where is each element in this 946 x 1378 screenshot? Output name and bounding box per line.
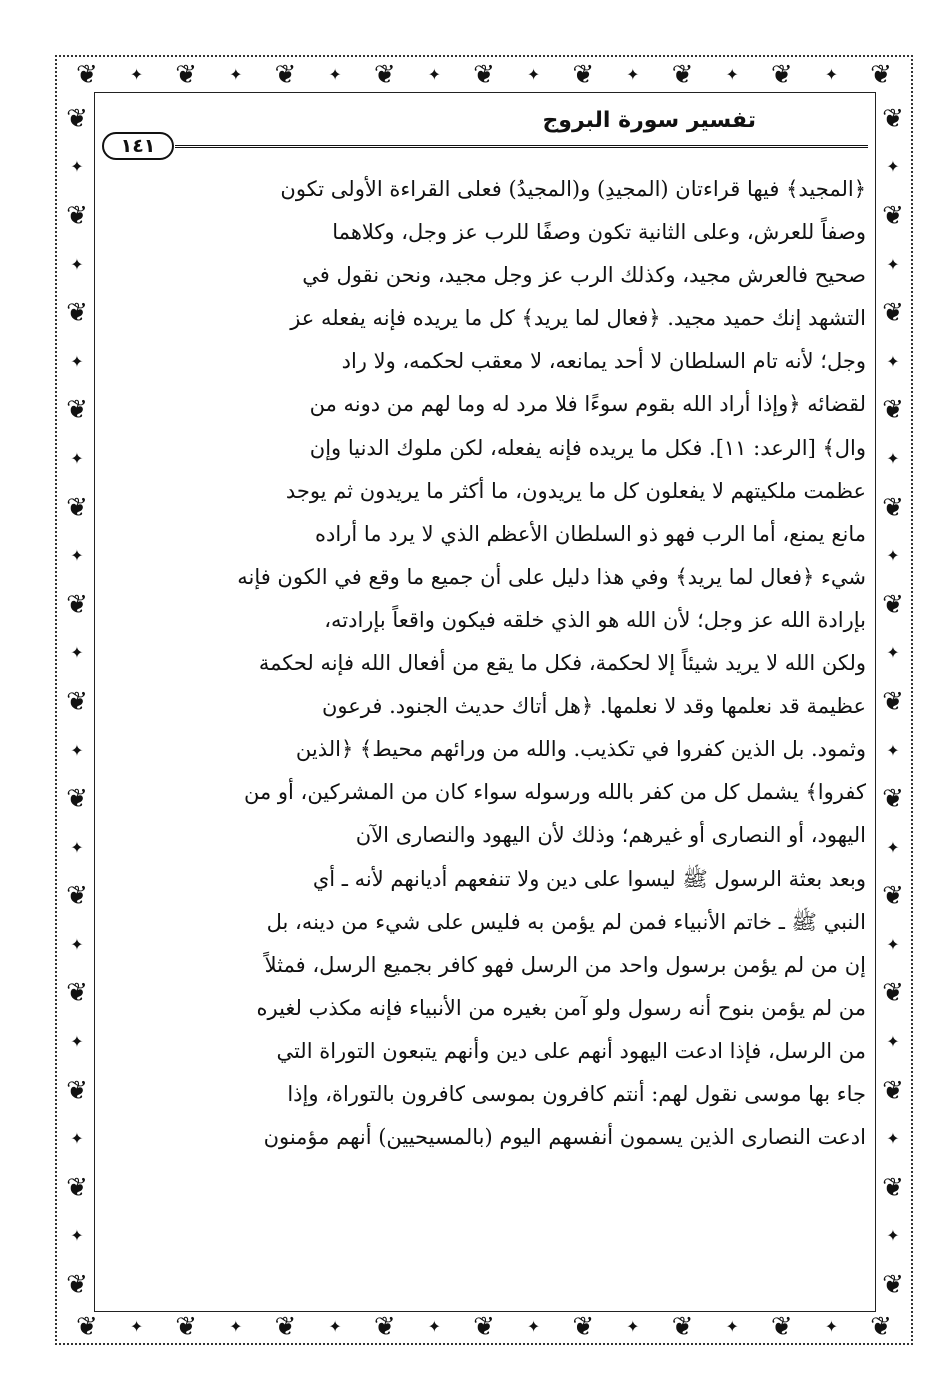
teardrop-ornament-icon: ❦ bbox=[870, 1312, 892, 1342]
teardrop-ornament-icon: ❦ bbox=[882, 881, 904, 912]
text-line: وصفاً للعرش، وعلى الثانية تكون وصفًا للرب عز وجل، وكلاهما bbox=[332, 220, 866, 245]
teardrop-ornament-icon: ❦ bbox=[76, 60, 98, 90]
text-line: وثمود. بل الذين كفروا في تكذيب. والله من ورائهم محيط﴾ ﴿الذين bbox=[295, 737, 866, 762]
teardrop-ornament-icon: ❦ bbox=[66, 978, 88, 1009]
diamond-ornament-icon: ✦ bbox=[70, 1032, 84, 1052]
teardrop-ornament-icon: ❦ bbox=[66, 1270, 88, 1301]
diamond-ornament-icon: ✦ bbox=[886, 1129, 900, 1149]
diamond-ornament-icon: ✦ bbox=[886, 546, 900, 566]
teardrop-ornament-icon: ❦ bbox=[274, 60, 297, 90]
teardrop-ornament-icon: ❦ bbox=[882, 200, 904, 231]
teardrop-ornament-icon: ❦ bbox=[66, 1172, 88, 1203]
text-line: التشهد إنك حميد مجيد. ﴿فعال لما يريد﴾ كل ما يريده فإنه يفعله عز bbox=[290, 306, 866, 331]
diamond-ornament-icon: ✦ bbox=[886, 740, 900, 760]
teardrop-ornament-icon: ❦ bbox=[882, 492, 904, 523]
text-line: اليهود، أو النصارى أو غيرهم؛ وذلك لأن اليهود والنصارى الآن bbox=[355, 823, 866, 848]
diamond-ornament-icon: ✦ bbox=[427, 1317, 442, 1336]
teardrop-ornament-icon: ❦ bbox=[882, 978, 904, 1009]
diamond-ornament-icon: ✦ bbox=[129, 1317, 144, 1336]
diamond-ornament-icon: ✦ bbox=[626, 1317, 640, 1336]
diamond-ornament-icon: ✦ bbox=[626, 65, 640, 84]
teardrop-ornament-icon: ❦ bbox=[882, 1270, 904, 1301]
diamond-ornament-icon: ✦ bbox=[886, 837, 900, 857]
teardrop-ornament-icon: ❦ bbox=[882, 784, 904, 815]
teardrop-ornament-icon: ❦ bbox=[671, 60, 694, 90]
teardrop-ornament-icon: ❦ bbox=[373, 60, 396, 90]
teardrop-ornament-icon: ❦ bbox=[66, 395, 88, 426]
diamond-ornament-icon: ✦ bbox=[886, 351, 900, 371]
text-line: صحيح فالعرش مجيد، وكذلك الرب عز وجل مجيد، ونحن نقول في bbox=[302, 263, 866, 288]
diamond-ornament-icon: ✦ bbox=[886, 254, 900, 274]
diamond-ornament-icon: ✦ bbox=[229, 1317, 243, 1336]
diamond-ornament-icon: ✦ bbox=[886, 157, 900, 177]
diamond-ornament-icon: ✦ bbox=[886, 934, 900, 954]
diamond-ornament-icon: ✦ bbox=[328, 1317, 342, 1336]
diamond-ornament-icon: ✦ bbox=[328, 65, 342, 84]
teardrop-ornament-icon: ❦ bbox=[175, 1312, 198, 1342]
teardrop-ornament-icon: ❦ bbox=[882, 103, 904, 134]
text-line: لقضائه ﴿وإذا أراد الله بقوم سوءًا فلا مرد له وما لهم من دونه من bbox=[309, 392, 866, 417]
text-line: جاء بها موسى نقول لهم: أنتم كافرون بموسى كافرون بالتوراة، وإذا bbox=[287, 1081, 866, 1106]
text-line: ولكن الله لا يريد شيئاً إلا لحكمة، فكل ما يقع من أفعال الله فإنه لحكمة bbox=[258, 651, 866, 676]
teardrop-ornament-icon: ❦ bbox=[882, 298, 904, 329]
teardrop-ornament-icon: ❦ bbox=[66, 784, 88, 815]
teardrop-ornament-icon: ❦ bbox=[882, 686, 904, 717]
teardrop-ornament-icon: ❦ bbox=[175, 60, 198, 90]
body-text bbox=[104, 168, 866, 1308]
teardrop-ornament-icon: ❦ bbox=[671, 1312, 694, 1342]
diamond-ornament-icon: ✦ bbox=[70, 546, 84, 566]
diamond-ornament-icon: ✦ bbox=[725, 1317, 739, 1336]
teardrop-ornament-icon: ❦ bbox=[66, 1075, 88, 1106]
text-line: كفروا﴾ يشمل كل من كفر بالله ورسوله سواء كان من المشركين، أو من bbox=[243, 780, 866, 805]
text-line: من لم يؤمن بنوح أنه رسول ولو آمن بغيره من الأنبياء فإنه مكذب لغيره bbox=[256, 995, 866, 1020]
teardrop-ornament-icon: ❦ bbox=[572, 60, 595, 90]
teardrop-ornament-icon: ❦ bbox=[882, 1075, 904, 1106]
diamond-ornament-icon: ✦ bbox=[725, 65, 739, 84]
teardrop-ornament-icon: ❦ bbox=[373, 1312, 396, 1342]
diamond-ornament-icon: ✦ bbox=[526, 65, 541, 84]
diamond-ornament-icon: ✦ bbox=[70, 157, 84, 177]
diamond-ornament-icon: ✦ bbox=[886, 448, 900, 468]
text-line: عظيمة قد نعلمها وقد لا نعلمها. ﴿هل أتاك حديث الجنود. فرعون bbox=[321, 694, 866, 719]
text-line: إن من لم يؤمن برسول واحد من الرسل فهو كافر بجميع الرسل، فمثلاً bbox=[264, 952, 866, 977]
bottom-ornament-border bbox=[60, 1312, 908, 1342]
teardrop-ornament-icon: ❦ bbox=[66, 881, 88, 912]
teardrop-ornament-icon: ❦ bbox=[66, 200, 88, 231]
teardrop-ornament-icon: ❦ bbox=[770, 1312, 793, 1342]
text-line: وجل؛ لأنه تام السلطان لا أحد يمانعه، لا معقب لحكمه، ولا راد bbox=[341, 349, 866, 374]
text-line: عظمت ملكيتهم لا يفعلون كل ما يريدون، ما أكثر ما يريدون ثم يوجد bbox=[285, 478, 866, 503]
teardrop-ornament-icon: ❦ bbox=[66, 492, 88, 523]
diamond-ornament-icon: ✦ bbox=[526, 1317, 541, 1336]
text-line: مانع يمنع، أما الرب فهو ذو السلطان الأعظم الذي لا يرد ما أراده bbox=[315, 521, 866, 546]
teardrop-ornament-icon: ❦ bbox=[66, 686, 88, 717]
text-line: شيء ﴿فعال لما يريد﴾ وفي هذا دليل على أن جميع ما وقع في الكون فإنه bbox=[237, 564, 866, 589]
diamond-ornament-icon: ✦ bbox=[427, 65, 442, 84]
teardrop-ornament-icon: ❦ bbox=[66, 298, 88, 329]
diamond-ornament-icon: ✦ bbox=[70, 643, 84, 663]
diamond-ornament-icon: ✦ bbox=[70, 1226, 84, 1246]
diamond-ornament-icon: ✦ bbox=[229, 65, 243, 84]
teardrop-ornament-icon: ❦ bbox=[66, 589, 88, 620]
teardrop-ornament-icon: ❦ bbox=[882, 395, 904, 426]
teardrop-ornament-icon: ❦ bbox=[274, 1312, 297, 1342]
diamond-ornament-icon: ✦ bbox=[70, 254, 84, 274]
diamond-ornament-icon: ✦ bbox=[824, 65, 839, 84]
text-line: ﴿المجيد﴾ فيها قراءتان (المجيدِ) و(المجيدُ) فعلى القراءة الأولى تكون bbox=[280, 177, 866, 201]
text-line: وبعد بعثة الرسول ﷺ ليسوا على دين ولا تنفعهم أديانهم لأنه ـ أي bbox=[312, 866, 866, 891]
top-ornament-border bbox=[60, 58, 908, 92]
diamond-ornament-icon: ✦ bbox=[886, 1226, 900, 1246]
teardrop-ornament-icon: ❦ bbox=[882, 1172, 904, 1203]
teardrop-ornament-icon: ❦ bbox=[882, 589, 904, 620]
diamond-ornament-icon: ✦ bbox=[70, 1129, 84, 1149]
left-ornament-border bbox=[60, 92, 94, 1312]
diamond-ornament-icon: ✦ bbox=[886, 1032, 900, 1052]
header-rule bbox=[175, 145, 868, 148]
diamond-ornament-icon: ✦ bbox=[70, 934, 84, 954]
teardrop-ornament-icon: ❦ bbox=[473, 1312, 495, 1342]
text-line: النبي ﷺ ـ خاتم الأنبياء فمن لم يؤمن به فليس على شيء من دينه، بل bbox=[266, 909, 866, 934]
diamond-ornament-icon: ✦ bbox=[70, 448, 84, 468]
teardrop-ornament-icon: ❦ bbox=[66, 103, 88, 134]
page-number: ١٤١ bbox=[102, 132, 174, 160]
right-ornament-border bbox=[876, 92, 910, 1312]
diamond-ornament-icon: ✦ bbox=[70, 740, 84, 760]
diamond-ornament-icon: ✦ bbox=[129, 65, 144, 84]
text-line: وال﴾ [الرعد: ١١]. فكل ما يريده فإنه يفعله، لكن ملوك الدنيا وإن bbox=[309, 435, 866, 460]
teardrop-ornament-icon: ❦ bbox=[473, 60, 495, 90]
diamond-ornament-icon: ✦ bbox=[70, 837, 84, 857]
teardrop-ornament-icon: ❦ bbox=[572, 1312, 595, 1342]
teardrop-ornament-icon: ❦ bbox=[870, 60, 892, 90]
text-line: من الرسل، فإذا ادعت اليهود أنهم على دين وأنهم يتبعون التوراة التي bbox=[276, 1038, 866, 1063]
diamond-ornament-icon: ✦ bbox=[824, 1317, 839, 1336]
running-header-title: تفسير سورة البروج bbox=[542, 108, 756, 133]
teardrop-ornament-icon: ❦ bbox=[76, 1312, 98, 1342]
text-line: بإرادة الله عز وجل؛ لأن الله هو الذي خلقه فيكون واقعاً بإرادته، bbox=[324, 607, 866, 632]
teardrop-ornament-icon: ❦ bbox=[770, 60, 793, 90]
diamond-ornament-icon: ✦ bbox=[70, 351, 84, 371]
text-line: ادعت النصارى الذين يسمون أنفسهم اليوم (بالمسيحيين) أنهم مؤمنون bbox=[263, 1125, 866, 1150]
diamond-ornament-icon: ✦ bbox=[886, 643, 900, 663]
